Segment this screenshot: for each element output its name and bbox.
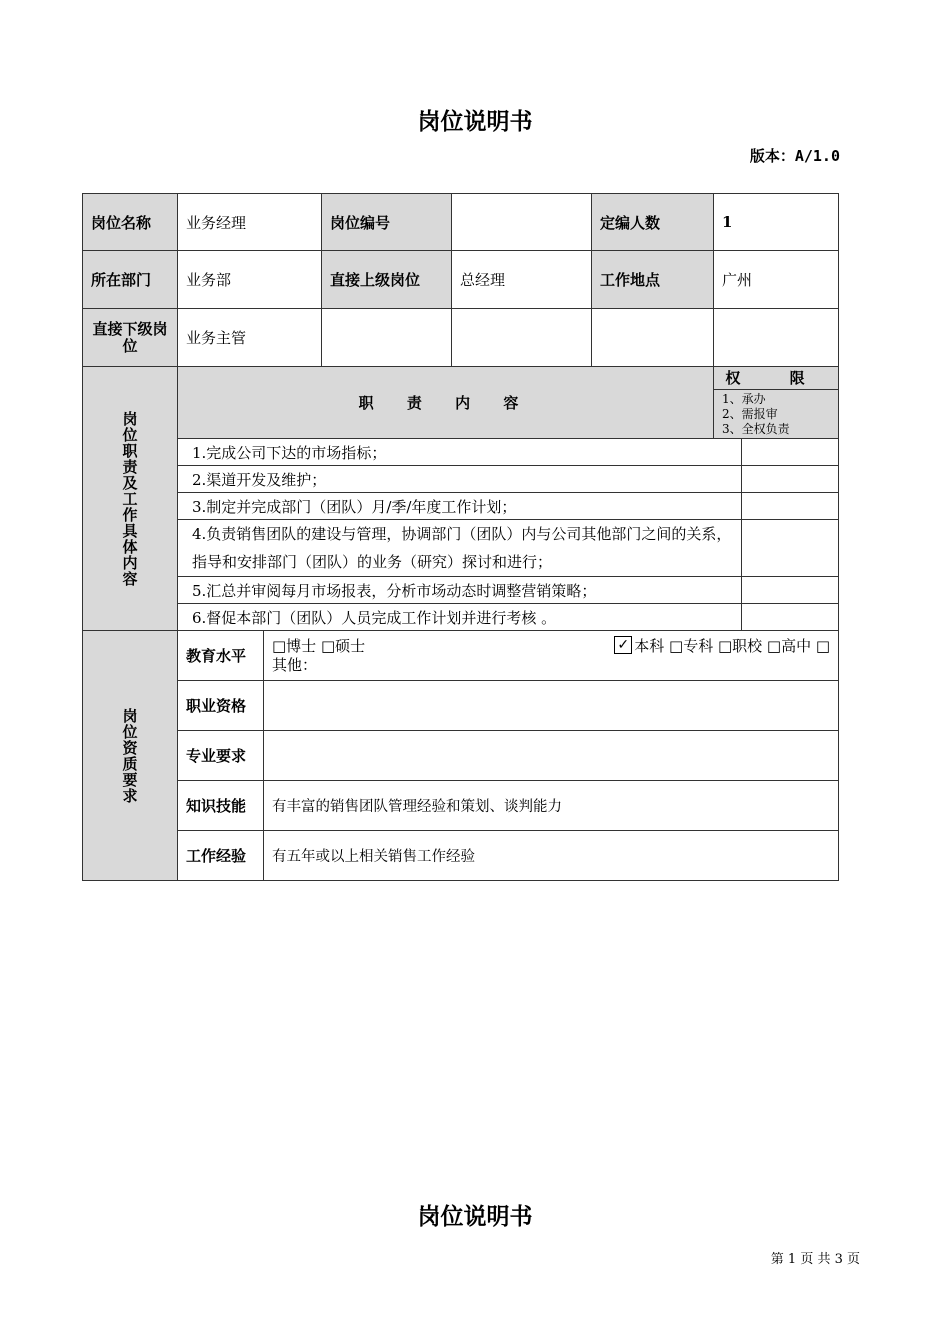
page-title: 岗位说明书 <box>417 109 533 135</box>
empty-cell <box>592 309 714 367</box>
duty-row <box>83 520 839 577</box>
duty-item-4: 4.负责销售团队的建设与管理，协调部门（团队）内与公司其他部门之间的关系，指导和安排部门（团队）的业务（研究）探讨和进行； <box>178 520 742 577</box>
empty-cell <box>714 309 839 367</box>
duty-row <box>83 577 839 604</box>
department-value: 业务部 <box>178 251 322 309</box>
subordinate-label: 直接下级岗位 <box>83 309 178 367</box>
certificate-value <box>264 681 839 731</box>
authority-title: 权 限 <box>714 367 838 390</box>
duty-item-6: 6.督促本部门（团队）人员完成工作计划并进行考核 。 <box>178 604 742 631</box>
duty-authority-6 <box>742 604 839 631</box>
duties-content-header: 职 责 内 容 <box>178 367 714 439</box>
authority-level-3: 3、全权负责 <box>722 422 790 436</box>
duty-row <box>83 604 839 631</box>
duties-section-label-cell <box>83 367 178 631</box>
headcount-value: 1 <box>714 194 839 251</box>
education-options-left: □博士 □硕士 <box>272 637 366 655</box>
education-options-right: 本科 □专科 □职校 □高中 □ <box>634 637 831 655</box>
position-name-label: 岗位名称 <box>83 194 178 251</box>
major-value <box>264 731 839 781</box>
location-value: 广州 <box>714 251 839 309</box>
authority-level-1: 1、承办 <box>722 392 766 406</box>
education-line-1 <box>272 637 830 656</box>
version-label: 版本：A/1.0 <box>749 147 840 165</box>
duty-item-3: 3.制定并完成部门（团队）月/季/年度工作计划； <box>178 493 742 520</box>
duty-row <box>83 439 839 466</box>
duties-section-label: 岗位职责及工作具体内容 <box>120 410 139 587</box>
major-row <box>83 731 839 781</box>
info-row-1 <box>83 194 839 251</box>
empty-cell <box>452 309 592 367</box>
duty-item-2: 2.渠道开发及维护； <box>178 466 742 493</box>
authority-levels <box>722 390 830 438</box>
duty-item-5: 5.汇总并审阅每月市场报表，分析市场动态时调整营销策略； <box>178 577 742 604</box>
position-name-value: 业务经理 <box>178 194 322 251</box>
info-row-3 <box>83 309 839 367</box>
experience-label: 工作经验 <box>178 831 264 881</box>
education-options-right-wrap <box>614 637 830 656</box>
skills-value: 有丰富的销售团队管理经验和策划、谈判能力 <box>264 781 839 831</box>
page-number: 第 1 页 共 3 页 <box>770 1252 860 1267</box>
authority-header-cell <box>714 367 839 439</box>
duty-authority-3 <box>742 493 839 520</box>
supervisor-label: 直接上级岗位 <box>322 251 452 309</box>
duty-authority-5 <box>742 577 839 604</box>
duties-header-row <box>83 367 839 439</box>
footer-title: 岗位说明书 <box>417 1204 533 1230</box>
duty-authority-4 <box>742 520 839 577</box>
location-label: 工作地点 <box>592 251 714 309</box>
education-label: 教育水平 <box>178 631 264 681</box>
qualifications-section-label-cell <box>83 631 178 881</box>
experience-row <box>83 831 839 881</box>
duty-item-1: 1.完成公司下达的市场指标； <box>178 439 742 466</box>
education-options <box>264 631 839 681</box>
duty-row <box>83 466 839 493</box>
job-description-table <box>82 193 839 881</box>
certificate-label: 职业资格 <box>178 681 264 731</box>
authority-level-2: 2、需报审 <box>722 407 778 421</box>
skills-label: 知识技能 <box>178 781 264 831</box>
major-label: 专业要求 <box>178 731 264 781</box>
subordinate-value: 业务主管 <box>178 309 322 367</box>
position-code-value <box>452 194 592 251</box>
supervisor-value: 总经理 <box>452 251 592 309</box>
certificate-row <box>83 681 839 731</box>
education-line-2: 其他： <box>272 656 318 674</box>
duty-authority-2 <box>742 466 839 493</box>
experience-value: 有五年或以上相关销售工作经验 <box>264 831 839 881</box>
qualifications-section-label: 岗位资质要求 <box>120 707 139 804</box>
checkbox-checked-icon: ✓ <box>614 636 632 654</box>
empty-cell <box>322 309 452 367</box>
position-code-label: 岗位编号 <box>322 194 452 251</box>
info-row-2 <box>83 251 839 309</box>
duty-row <box>83 493 839 520</box>
duty-authority-1 <box>742 439 839 466</box>
department-label: 所在部门 <box>83 251 178 309</box>
education-row <box>83 631 839 681</box>
skills-row <box>83 781 839 831</box>
headcount-label: 定编人数 <box>592 194 714 251</box>
